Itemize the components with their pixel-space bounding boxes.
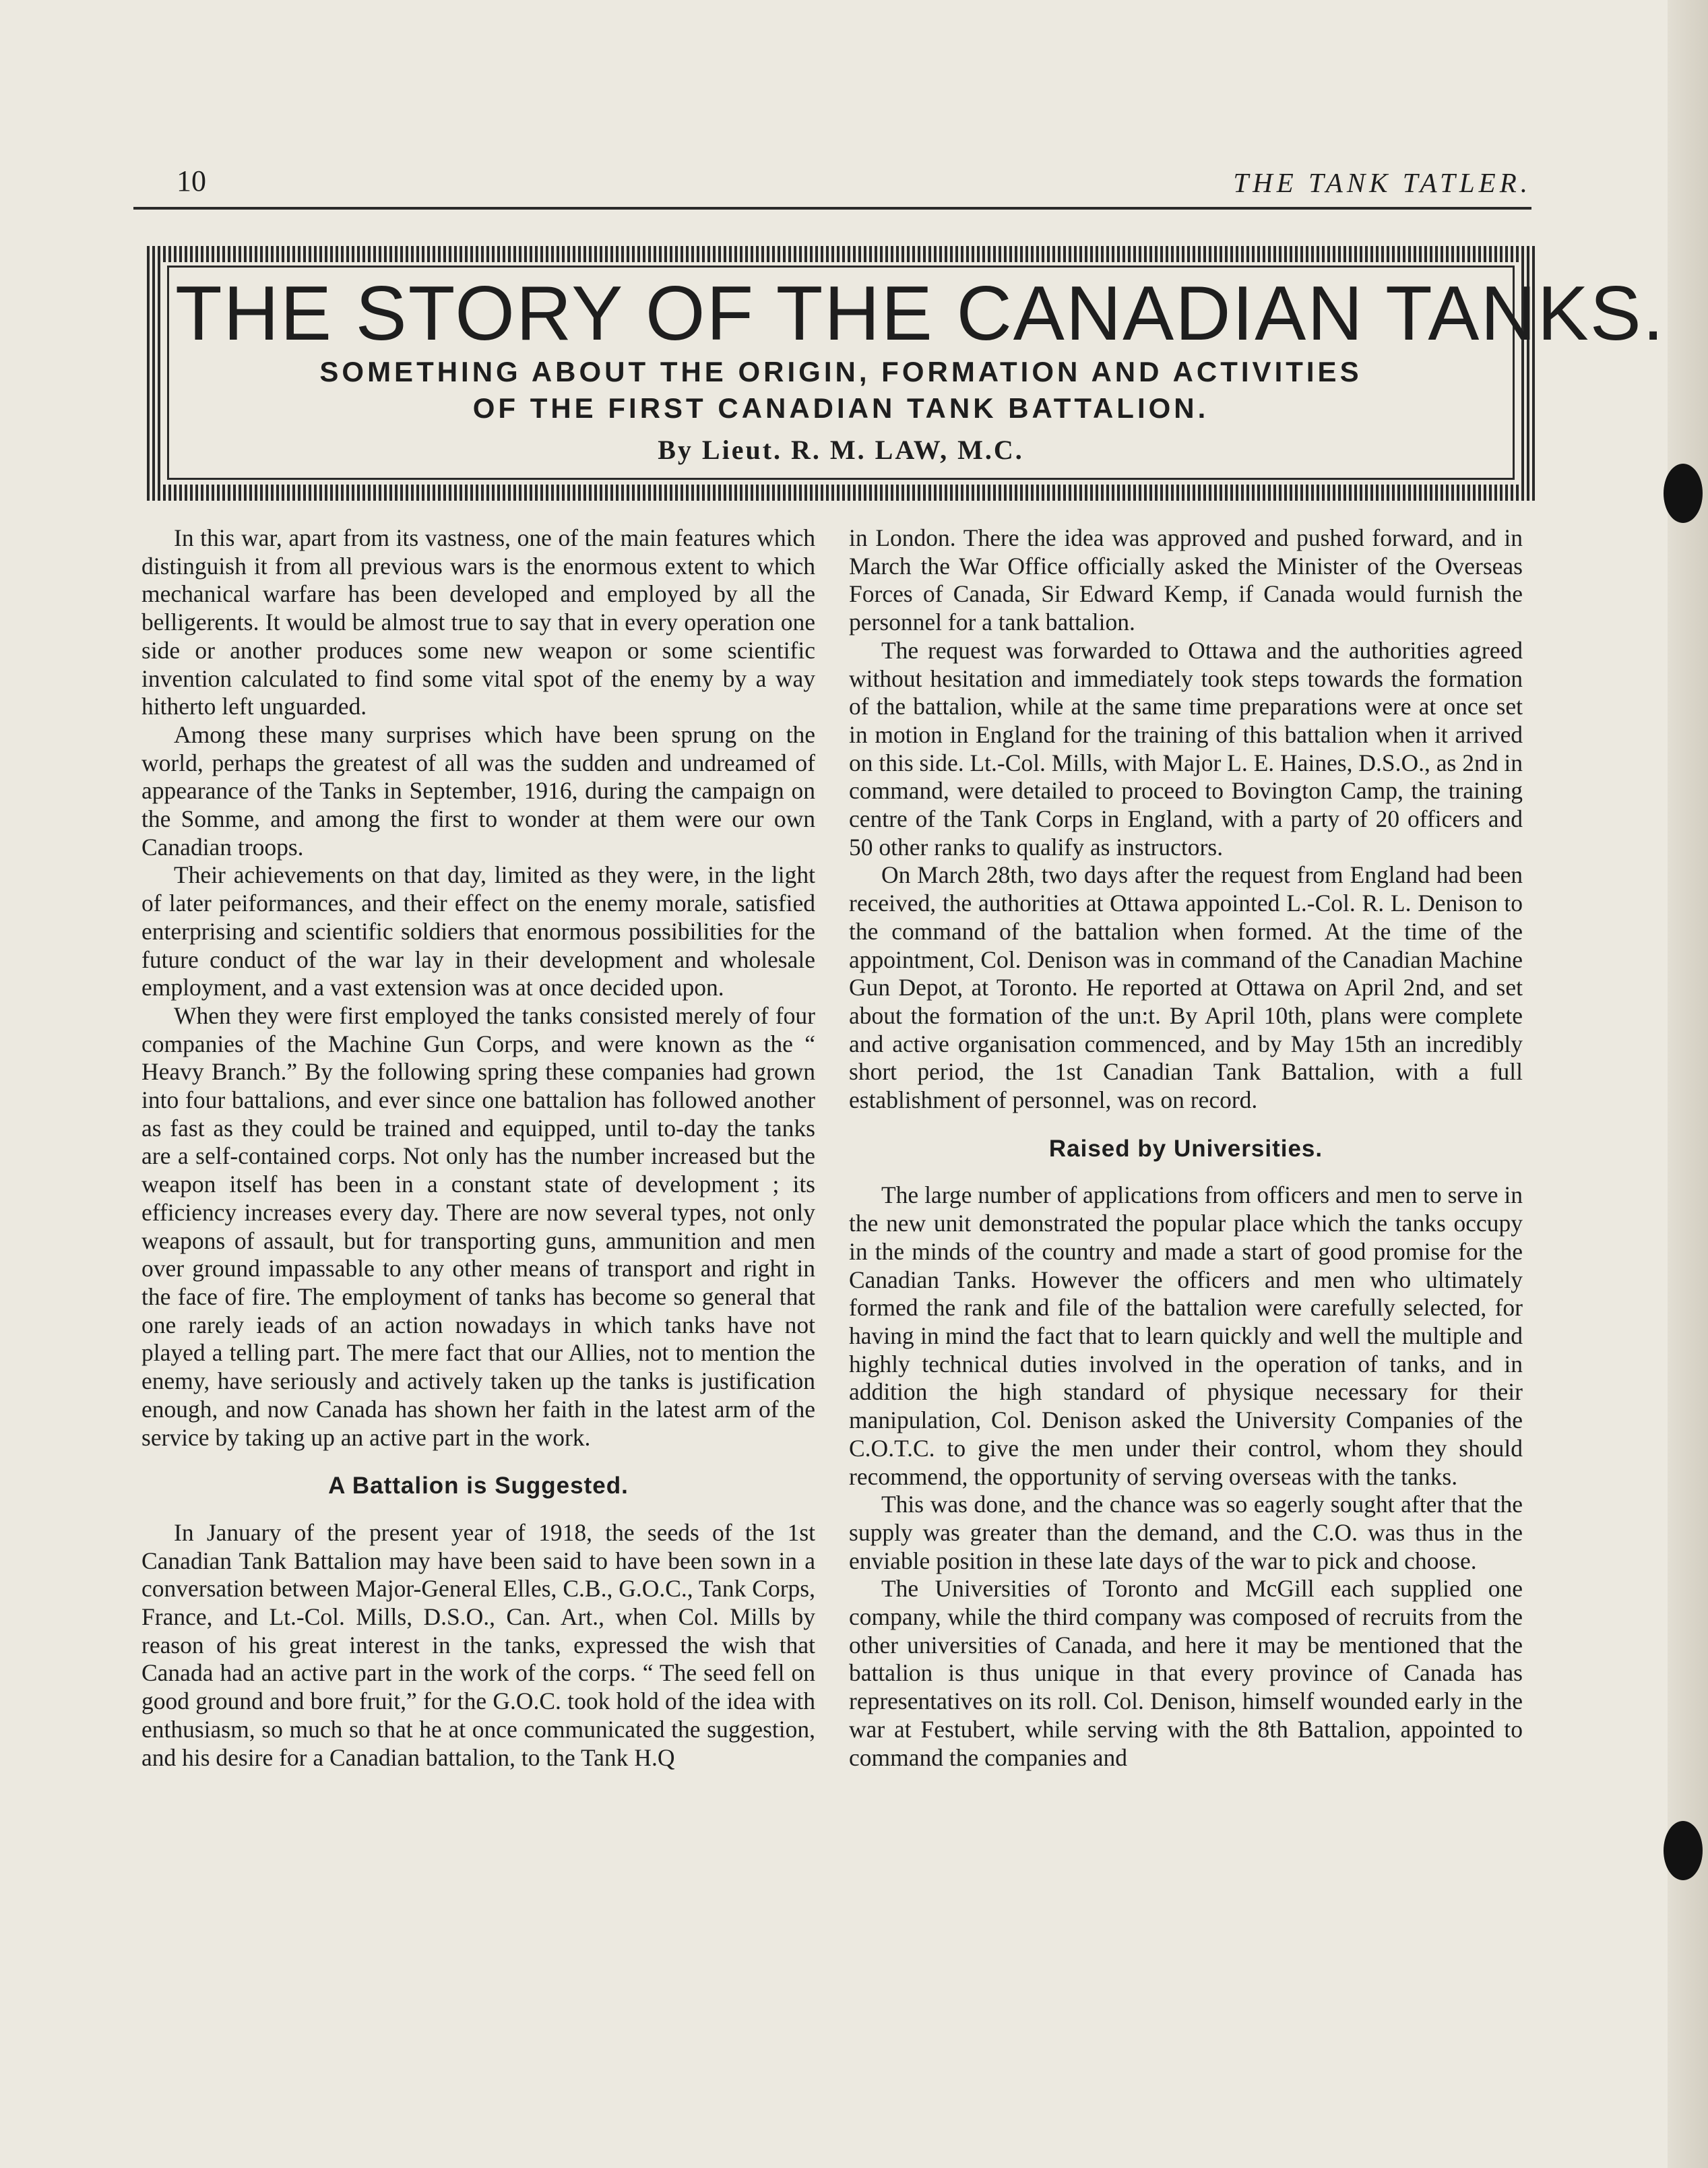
paragraph: In January of the present year of 1918, the seeds of the 1st Canadian Tank Battalion may have been said to have been sown in a conversation between Major-General Elles, C.B., G.O.C., Tank Corps, France, and Lt.-Col. Mills, D.S.O., Can. Art., when Col. Mills by reason of his great interest in the tanks, expressed the wish that Canada had an active part in the work of the corps. “ The seed fell on good ground and bore fruit,” for the G.O.C. took hold of the idea with enthusiasm, so much so that he at once communicated the suggestion, and his desire for a Canadian battalion, to the Tank H.Q xyxy=(141,1518,815,1771)
paragraph: The large number of applications from officers and men to serve in the new unit demonstrated the popular place which the tanks occupy in the minds of the country and made a start of good promise for the Canadian Tanks. However the officers and men who ultimately formed the rank and file of the battalion were carefully selected, for having in mind the fact that to learn quickly and well the multiple and highly technical duties involved in the operation of tanks, and in addition the high standard of physique necessary for their manipulation, Col. Denison asked the University Companies of the C.O.T.C. to give the men under their control, whom they should recommend, the opportunity of serving overseas with the tanks. xyxy=(849,1181,1523,1490)
paragraph: In this war, apart from its vastness, one of the main features which distinguish it from all previous wars is the enormous extent to which mechanical warfare has been developed and employed by all the belligerents. It would be almost true to say that in every operation one side or another produces some new weapon or some scientific invention calculated to find some vital spot of the enemy by a way hitherto left unguarded. xyxy=(141,524,815,720)
paragraph: in London. There the idea was approved and pushed forward, and in March the War Office officially asked the Minister of the Overseas Forces of Canada, Sir Edward Kemp, if Canada would furnish the personnel for a tank battalion. xyxy=(849,524,1523,636)
page-number: 10 xyxy=(177,164,206,197)
header-rule xyxy=(133,207,1531,210)
section-heading: Raised by Universities. xyxy=(1048,1135,1323,1162)
magazine-title: THE TANK TATLER. xyxy=(1233,167,1531,198)
article-title: THE STORY OF THE CANADIAN TANKS. xyxy=(175,271,1666,357)
binder-hole-top xyxy=(1664,464,1703,523)
right-column xyxy=(849,524,1523,1772)
paragraph: On March 28th, two days after the request from England had been received, the authorities at Ottawa appointed L.-Col. R. L. Denison to the command of the battalion when formed. At the time of the appointment, Col. Denison was in command of the Canadian Machine Gun Depot, at Toronto. He reported at Ottawa on April 2nd, and set about the formation of the un:t. By April 10th, plans were complete and active organisation commenced, and by May 15th an incredibly short period, the 1st Canadian Tank Battalion, with a full establishment of personnel, was on record. xyxy=(849,861,1523,1114)
article-subtitle-line1: SOMETHING ABOUT THE ORIGIN, FORMATION AND ACTIVITIES xyxy=(319,356,1362,388)
left-column xyxy=(141,524,815,1772)
paragraph: This was done, and the chance was so eagerly sought after that the supply was greater than the demand, and the C.O. was thus in the enviable position in these late days of the war to pick and choose. xyxy=(849,1491,1523,1574)
paragraph: When they were first employed the tanks consisted merely of four companies of the Machine Gun Corps, and were known as the “ Heavy Branch.” By the following spring these companies had grown into four battalions, and ever since one battalion has followed another as fast as they could be trained and equipped, until to-day the tanks are a self-contained corps. Not only has the number increased but the weapon itself has been in a constant state of development ; its efficiency increases every day. There are now several types, not only weapons of assault, but for transporting guns, ammunition and men over ground impassable to any other means of transport and right in the face of fire. The employment of tanks has become so general that one rarely ieads of an action nowadays in which tanks have not played a telling part. The mere fact that our Allies, not to mention the enemy, have seriously and actively taken up the tanks is justification enough, and now Canada has shown her faith in the latest arm of the service by taking up an active part in the work. xyxy=(141,1001,815,1451)
article-subtitle-line2: OF THE FIRST CANADIAN TANK BATTALION. xyxy=(472,392,1209,424)
paragraph: The Universities of Toronto and McGill each supplied one company, while the third company was composed of recruits from the other universities of Canada, and here it may be mentioned that the battalion is thus unique in that every province of Canada has representatives on its roll. Col. Denison, himself wounded early in the war at Festubert, while serving with the 8th Battalion, appointed to command the companies and xyxy=(849,1575,1523,1771)
binder-hole-bottom xyxy=(1664,1821,1703,1880)
paragraph: Among these many surprises which have been sprung on the world, perhaps the greatest of all was the sudden and undreamed of appearance of the Tanks in September, 1916, during the campaign on the Somme, and among the first to wonder at them were our own Canadian troops. xyxy=(141,720,815,861)
section-heading: A Battalion is Suggested. xyxy=(328,1473,629,1499)
article-byline: By Lieut. R. M. LAW, M.C. xyxy=(658,435,1024,465)
paragraph: Their achievements on that day, limited as they were, in the light of later peiformances, and their effect on the enemy morale, satisfied enterprising and scientific soldiers that enormous possibilities for the future conduct of the war lay in their development and wholesale employment, and a vast extension was at once decided upon. xyxy=(141,861,815,1001)
paragraph: The request was forwarded to Ottawa and the authorities agreed without hesitation and immediately took steps towards the formation of the battalion, while at the same time preparations were at once set in motion in England for the training of this battalion when it arrived on this side. Lt.-Col. Mills, with Major L. E. Haines, D.S.O., as 2nd in command, were detailed to proceed to Bovington Camp, the training centre of the Tank Corps in England, with a party of 20 officers and 50 other ranks to qualify as instructors. xyxy=(849,636,1523,861)
